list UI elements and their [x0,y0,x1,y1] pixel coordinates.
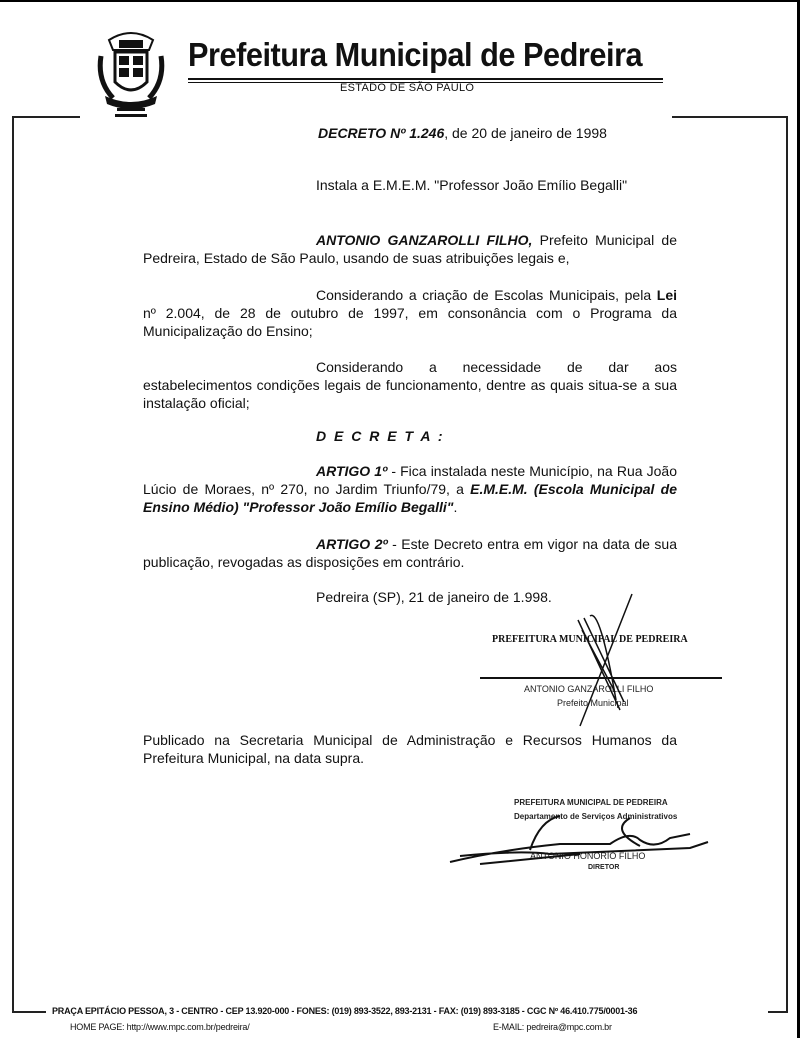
intro-paragraph [143,231,677,267]
department: Departamento de Serviços Administrativos [514,812,678,821]
consideration-text: Considerando a criação de Escolas Municipais, pela [316,287,657,303]
decree-date: , de 20 de janeiro de 1998 [444,125,607,141]
scan-edge-top [0,0,800,2]
consideration-1 [143,286,677,340]
decree-number: DECRETO Nº 1.246 [318,125,445,141]
signatory-role: DIRETOR [588,864,620,871]
footer-address: PRAÇA EPITÁCIO PESSOA, 3 - CENTRO - CEP 13.920-000 - FONES: (019) 893-3522, 893-2131 - FAX: (019) 893-3185 - CGC Nº 46.410.775/0001-36 [52,1006,638,1016]
publication-note: Publicado na Secretaria Municipal de Administração e Recursos Humanos da Prefeitura Municipal, na data supra. [143,732,677,766]
footer-homepage[interactable]: HOME PAGE: http://www.mpc.com.br/pedreira/ [70,1022,250,1032]
frame-border-top [12,116,80,118]
page-title: Prefeitura Municipal de Pedreira [188,36,643,73]
signatory-role: Prefeito Municipal [557,698,629,708]
article-text-end: . [453,499,458,515]
law-label: Lei [656,287,677,303]
decree-summary: Instala a E.M.E.M. "Professor João Emílio Begalli" [316,177,628,193]
school-name: E.M.E.M. (Escola Municipal de Ensino Médio) "Professor João Emílio Begalli" [143,481,677,515]
frame-border-top [672,116,788,118]
signatory-name: ANTONIO GANZAROLLI FILHO [524,684,654,694]
handwritten-signature [440,810,720,870]
place-date: Pedreira (SP), 21 de janeiro de 1.998. [316,589,552,605]
signature-stamp: PREFEITURA MUNICIPAL DE PEDREIRA [492,634,688,645]
frame-border-bottom [768,1011,788,1013]
coat-of-arms-emblem [95,26,167,120]
decreta-heading: D E C R E T A : [316,428,445,444]
frame-border-left [12,117,14,1012]
signature-stamp: PREFEITURA MUNICIPAL DE PEDREIRA [514,798,668,807]
title-underline [188,78,663,80]
frame-border-bottom [12,1011,46,1013]
mayor-name: ANTONIO GANZAROLLI FILHO, [316,232,533,248]
intro-text: Prefeito Municipal de Pedreira, Estado de São Paulo, usando de suas atribuições legais e, [143,232,677,266]
decree-heading [318,124,607,142]
article-text: - Este Decreto entra em vigor na data de sua publicação, revogadas as disposições em contrário. [143,536,677,570]
state-subtitle: ESTADO DE SÃO PAULO [340,82,475,94]
handwritten-signature [560,590,640,730]
article-label: ARTIGO 1º [316,463,388,479]
consideration-text: nº 2.004, de 28 de outubro de 1997, em consonância com o Programa da Municipalização do Ensino; [143,305,677,339]
article-text: - Fica instalada neste Município, na Rua João Lúcio de Moraes, nº 270, no Jardim Triunfo/79, a [143,463,678,497]
consideration-2: Considerando a necessidade de dar aos estabelecimentos condições legais de funcionamento, dentre as quais situa-se a sua instalação oficial; [143,359,677,411]
signatory-name: ANTONIO HONORIO FILHO [530,851,646,861]
article-label: ARTIGO 2º [316,536,388,552]
article-2 [143,535,677,571]
footer-email[interactable]: E-MAIL: pedreira@mpc.com.br [493,1022,612,1032]
article-1 [143,462,677,516]
frame-border-right [786,117,788,1012]
